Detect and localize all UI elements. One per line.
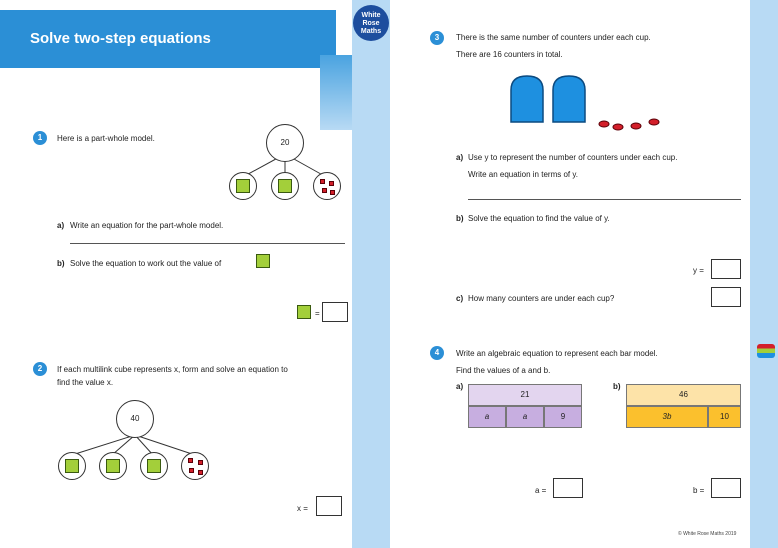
bar-a-part: a xyxy=(468,406,506,428)
q4-answer-box-a[interactable] xyxy=(553,478,583,498)
multilink-cube-icon xyxy=(256,254,270,268)
multilink-cube-icon xyxy=(297,305,311,319)
counter-dot xyxy=(322,188,327,193)
counter-dot xyxy=(198,470,203,475)
q4-part-a-label: a) xyxy=(456,382,464,391)
q3-part-b-label: b) xyxy=(456,214,464,223)
q3-part-c-label: c) xyxy=(456,294,464,303)
multilink-cube-icon xyxy=(65,459,79,473)
right-edge-stripe xyxy=(750,0,778,548)
q2-cube-part xyxy=(58,452,86,480)
q2-answer-box[interactable] xyxy=(316,496,342,516)
q3-part-b-text: Solve the equation to find the value of y. xyxy=(468,214,610,223)
q2-cube-part xyxy=(99,452,127,480)
question-2-prompt-line2: find the value x. xyxy=(57,378,114,387)
q4-answer-b-label: b = xyxy=(693,486,705,495)
q1-cube-part xyxy=(271,172,299,200)
question-4-prompt-line2: Find the values of a and b. xyxy=(456,366,551,375)
q3-part-c-text: How many counters are under each cup? xyxy=(468,294,615,303)
bar-b-part: 3b xyxy=(626,406,708,428)
question-3-number: 3 xyxy=(430,31,444,45)
counter-dot xyxy=(188,458,193,463)
copyright-footer: © White Rose Maths 2019 xyxy=(678,531,737,537)
q3-answer-line xyxy=(468,199,741,200)
q4-answer-a-label: a = xyxy=(535,486,547,495)
bar-a-part: a xyxy=(506,406,544,428)
q3-part-a-line1: Use y to represent the number of counters under each cup. xyxy=(468,153,678,162)
multilink-cube-icon xyxy=(236,179,250,193)
q2-counters-part xyxy=(181,452,209,480)
white-rose-logo: White Rose Maths xyxy=(353,5,389,41)
counter-icon xyxy=(599,121,609,127)
q3-cups-and-counters xyxy=(505,70,665,132)
side-tab-icon xyxy=(757,344,775,358)
q3-answer-box-y[interactable] xyxy=(711,259,741,279)
bar-a-total: 21 xyxy=(468,384,582,406)
question-2-prompt-line1: If each multilink cube represents x, form and solve an equation to xyxy=(57,365,288,374)
banner-shade xyxy=(320,55,352,130)
q2-answer-label: x = xyxy=(297,504,308,513)
question-4-number: 4 xyxy=(430,346,444,360)
question-3-prompt-line2: There are 16 counters in total. xyxy=(456,50,563,59)
question-2-number: 2 xyxy=(33,362,47,376)
counter-dot xyxy=(189,468,194,473)
q1-whole-circle: 20 xyxy=(266,124,304,162)
cup-icon xyxy=(553,76,585,122)
q3-answer-box-c[interactable] xyxy=(711,287,741,307)
q2-whole-circle: 40 xyxy=(116,400,154,438)
q3-part-a-line2: Write an equation in terms of y. xyxy=(468,170,578,179)
q1-equals-sign: = xyxy=(315,309,320,318)
bar-a-part: 9 xyxy=(544,406,582,428)
page-title: Solve two-step equations xyxy=(30,30,211,47)
counter-dot xyxy=(320,179,325,184)
q2-cube-part xyxy=(140,452,168,480)
q1-part-a-label: a) xyxy=(57,221,65,230)
counter-dot xyxy=(198,460,203,465)
cup-icon xyxy=(511,76,543,122)
question-1-prompt: Here is a part-whole model. xyxy=(57,134,155,143)
counter-icon xyxy=(649,119,659,125)
q3-part-a-label: a) xyxy=(456,153,464,162)
counter-dot xyxy=(330,190,335,195)
q1-part-a-text: Write an equation for the part-whole model. xyxy=(70,221,224,230)
q1-part-b-text: Solve the equation to work out the value of xyxy=(70,259,222,268)
q1-answer-line xyxy=(70,243,345,244)
multilink-cube-icon xyxy=(278,179,292,193)
counter-icon xyxy=(631,123,641,129)
multilink-cube-icon xyxy=(147,459,161,473)
q3-answer-label: y = xyxy=(693,266,704,275)
counter-dot xyxy=(329,181,334,186)
q1-answer-box[interactable] xyxy=(322,302,348,322)
multilink-cube-icon xyxy=(106,459,120,473)
q4-answer-box-b[interactable] xyxy=(711,478,741,498)
page-divider-stripe xyxy=(352,0,390,548)
q1-part-b-label: b) xyxy=(57,259,65,268)
question-3-prompt-line1: There is the same number of counters under each cup. xyxy=(456,33,651,42)
counter-icon xyxy=(613,124,623,130)
bar-b-total: 46 xyxy=(626,384,741,406)
q1-cube-part xyxy=(229,172,257,200)
q4-part-b-label: b) xyxy=(613,382,621,391)
question-1-number: 1 xyxy=(33,131,47,145)
bar-b-part: 10 xyxy=(708,406,741,428)
q1-counters-part xyxy=(313,172,341,200)
question-4-prompt-line1: Write an algebraic equation to represent each bar model. xyxy=(456,349,658,358)
